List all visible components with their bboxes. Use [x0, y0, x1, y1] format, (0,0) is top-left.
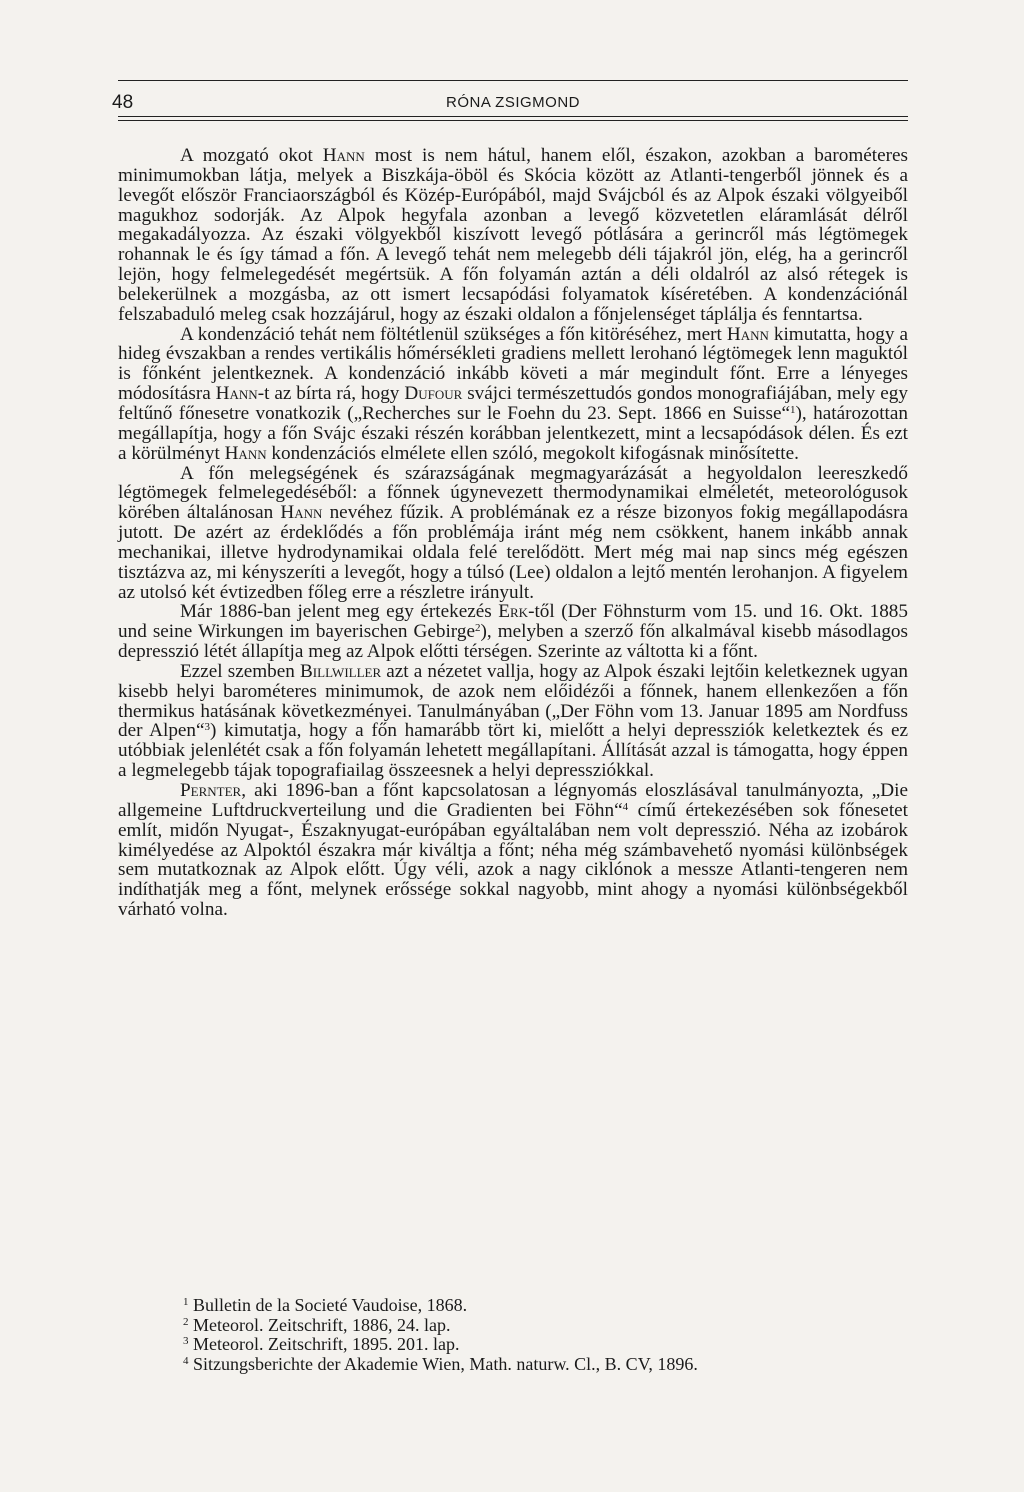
text-run: A mozgató okot — [180, 145, 323, 166]
footnote-text: Bulletin de la Societé Vaudoise, 1868. — [188, 1295, 468, 1315]
header-top-rule — [118, 80, 908, 81]
footnote-mark: 4 — [183, 1354, 189, 1367]
author-name: Hann — [322, 145, 365, 166]
footnote — [183, 1355, 903, 1375]
body-text — [118, 146, 908, 920]
author-name: Pernter — [180, 780, 242, 801]
page-number: 48 — [112, 92, 134, 113]
author-name: Erk — [498, 601, 529, 623]
author-name: Hann — [224, 442, 267, 464]
author-name: Dufour — [404, 383, 463, 405]
footnote-text: Meteorol. Zeitschrift, 1886, 24. lap. — [188, 1314, 451, 1335]
author-name: Hann — [726, 323, 769, 345]
text-run: Már 1886-ban jelent meg egy értekezés — [180, 601, 499, 623]
text-run: ), határozottan megállapítja, hogy a főn Svájc északi részén korábban jelentkezett, mint a lecsapódások délen. És ezt a körülményt — [118, 402, 908, 464]
footnote — [183, 1316, 903, 1336]
author-name: Billwiller — [300, 660, 382, 682]
text-run: azt a nézetet vallja, hogy az Alpok északi lejtőin keletkeznek ugyan kisebb helyi barométeres minimumok, de azok nem előidézői a főnnek, hanem ellenkezően a főn thermikus hatásának következményei. Tanulmányában („Der Föhn vom 13. Januar 1895 am Nordfuss der Alpen“ — [118, 660, 908, 742]
text-run: Ezzel szemben — [180, 660, 300, 682]
footnote-mark: 1 — [183, 1296, 189, 1308]
footnote-ref: 3 — [204, 721, 211, 734]
author-name: Hann — [215, 383, 258, 405]
footnote-text: Sitzungsberichte der Akademie Wien, Math. naturw. Cl., B. CV, 1896. — [188, 1353, 698, 1374]
text-run: ), melyben a szerző főn alkalmával kisebb másodlagos depresszió létét állapítja meg az Alpok előtti térségen. Szerinte az váltotta ki a főnt. — [118, 621, 908, 663]
text-run: kimutatta, hogy a hideg évszakban a rendes vertikális hőmérsékleti gradiens mellett lerohanó légtömegek lenn maguktól is főnként jelentkeznek. A kondenzáció inkább követi a már megindult főnt. Erre a lényeges módosításra — [118, 323, 908, 405]
page-header — [112, 80, 908, 120]
footnote-text: Meteorol. Zeitschrift, 1895. 201. lap. — [188, 1334, 460, 1355]
text-run: A főn melegségének és szárazságának megmagyarázását a hegyoldalon leereszkedő légtömegek felmelegedéséből: a főnnek úgynevezett thermodynamikai elméletét, meteorológusok körében általánosan — [118, 462, 908, 524]
footnote-ref: 2 — [474, 622, 481, 635]
text-run: most is nem hátul, hanem elől, északon, azokban a barométeres minimumokban látja, melyek a Biszkája-öböl és Skócia között az Atlanti-tengerből jönnek és a levegőt először Franciaországból és Közép-Európából, majd Svájcból és az Alpok északi völgyeiből magukhoz sodorják. Az Alpok hegyfala azonban a levegő közvetetlen eláramlását délről megakadályozza. Az északi völgyekből kiszívott levegő pótlására a gerincről más légtömegek rohannak le és így támad a főn. A levegő tehát nem melegebb déli tájakról jön, elég, ha a gerincről lejön, hogy felmelegedését megértsük. A főn folyamán aztán a déli oldalról az alsó rétegek is belekerülnek a mozgásba, az ott ismert lecsapódási folyamatok kíséretében. A kondenzációnál felszabaduló meleg csak hozzájárul, hogy az északi oldalon a főnjelenséget táplálja és fenntartsa. — [118, 145, 908, 325]
text-run: -től (Der Föhnsturm vom 15. und 16. Okt. 1885 und seine Wirkungen im bayerischen Gebirge — [118, 601, 908, 643]
paragraph — [118, 146, 908, 325]
author-name: Hann — [280, 502, 323, 524]
footnote-ref: 1 — [790, 403, 796, 416]
footnotes — [183, 1296, 903, 1374]
paragraph — [118, 781, 908, 920]
footnote-ref: 4 — [622, 800, 629, 813]
text-run: svájci természettudós gondos monografiájában, mely egy feltűnő főnesetre vonatkozik („Recherches sur le Foehn du 23. Sept. 1866 en Suisse“ — [118, 383, 908, 424]
text-run: , aki 1896-ban a főnt kapcsolatosan a légnyomás eloszlásával tanulmányozta, „Die allgemeine Luftdruckverteilung und die Gradienten bei Föhn“ — [118, 780, 908, 821]
header-double-rule — [118, 116, 908, 121]
text-run: A kondenzáció tehát nem föltétlenül szükséges a főn kitöréséhez, mert — [180, 323, 727, 345]
footnote-mark: 3 — [183, 1335, 189, 1348]
paragraph — [118, 662, 908, 781]
paragraph — [118, 464, 908, 603]
paragraph — [118, 325, 908, 464]
running-head: RÓNA ZSIGMOND — [445, 94, 580, 111]
footnote-mark: 2 — [183, 1315, 189, 1328]
text-run: kondenzációs elmélete ellen szóló, megokolt kifogásnak minősítette. — [266, 442, 799, 464]
paragraph — [118, 602, 908, 662]
text-run: című értekezésében sok főnesetet említ, midőn Nyugat-, Északnyugat-európában egyáltalában nem volt depresszió. Néha az izobárok kimélyedése az Alpoktól északra már kiváltja a főnt; néha még számbavehető nyomási különbségek sem mutatkoznak az Alpok előtt. Úgy véli, azok a nagy ciklónok a messze Atlanti-tengeren nem indíthatják meg a főnt, melynek erőssége sokkal nagyobb, mint ahogy a nyomási különbségekből várható volna. — [118, 799, 908, 921]
footnote — [183, 1335, 903, 1355]
text-run: -t az bírta rá, hogy — [257, 383, 405, 405]
text-run: nevéhez fűzik. A problémának ez a része bizonyos fokig megállapodásra jutott. De azért az érdeklődés a főn problémája iránt még nem csökkent, hanem inkább annak mechanikai, illetve hydrodynamikai oldala felé terelődött. Mert még mai nap sincs még egészen tisztázva az, mi kényszeríti a levegőt, hogy a túlsó (Lee) oldalon a lejtő mentén lerohanjon. A figyelem az utolsó két évtizedben főleg erre a részletre irányult. — [118, 502, 909, 603]
footnote — [183, 1296, 903, 1316]
text-run: ) kimutatja, hogy a főn hamarább tört ki, mielőtt a helyi depressziók keletkeztek és ez utóbbiak jelenlétét csak a főn folyamán lehetett megállapítani. Állítását azzal is támogatta, hogy éppen a legmelegebb tájak topografiailag összeesnek a helyi depressziókkal. — [118, 720, 908, 782]
